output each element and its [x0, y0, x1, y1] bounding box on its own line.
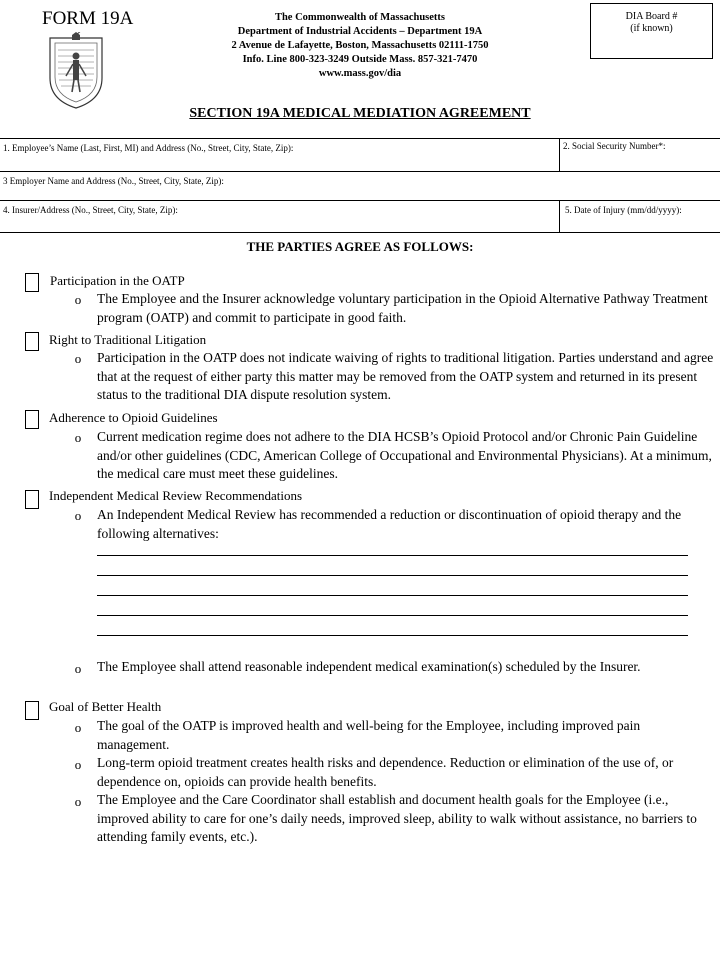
section-title: Participation in the OATP [50, 273, 185, 288]
header-line: Info. Line 800-323-3249 Outside Mass. 857-321-7470 [242, 54, 478, 65]
ssn-field[interactable] [560, 138, 720, 171]
bullet-text: The Employee shall attend reasonable independent medical examination(s) scheduled by the Insurer. [97, 659, 641, 674]
page-title: SECTION 19A MEDICAL MEDIATION AGREEMENT [189, 106, 531, 121]
field-label: 4. Insurer/Address (No., Street, City, State, Zip): [3, 205, 178, 215]
bullet-icon: o [74, 508, 82, 523]
opioid-guidelines-checkbox[interactable] [25, 410, 39, 429]
form-number: FORM 19A [42, 8, 134, 29]
bullet-text: The Employee and the Care Coordinator shall establish and document health goals for the Employee (i.e., improved ability to care for one’s daily needs, improved sleep, ability to walk without assistance, no barriers to attending family events, etc.). [97, 792, 697, 844]
section-title: Adherence to Opioid Guidelines [49, 410, 218, 425]
bullet-text: Current medication regime does not adhere to the DIA HCSB’s Opioid Protocol and/or Chronic Pain Guideline and/or other guidelines (CDC, American College of Occupational and Environmental Physicians). At a minimum, the medical care must meet these guidelines. [97, 429, 712, 481]
bullet-text: An Independent Medical Review has recommended a reduction or discontinuation of opioid therapy and the following alternatives: [97, 507, 682, 541]
massachusetts-seal-icon [44, 32, 108, 110]
board-hint: (if known) [630, 23, 673, 34]
bullet-icon: o [74, 757, 82, 772]
header-line: The Commonwealth of Massachusetts [274, 12, 446, 23]
agency-header [200, 11, 520, 81]
field-label: 1. Employee’s Name (Last, First, MI) and Address (No., Street, City, State, Zip): [3, 143, 294, 153]
section-title: Independent Medical Review Recommendations [49, 488, 303, 503]
bullet-icon: o [74, 430, 82, 445]
alternatives-line[interactable] [97, 635, 688, 636]
section-title: Right to Traditional Litigation [49, 332, 207, 347]
bullet-icon: o [74, 661, 82, 676]
employee-name-address-field[interactable] [0, 138, 558, 171]
insurer-address-field[interactable] [0, 200, 558, 232]
bullet-text: Long-term opioid treatment creates health risks and dependence. Reduction or elimination of the use of, or dependence on, opioids can provide health benefits. [97, 755, 674, 789]
alternatives-line[interactable] [97, 595, 688, 596]
participation-checkbox[interactable] [25, 273, 39, 292]
bullet-icon: o [74, 351, 82, 366]
employer-name-address-field[interactable] [0, 171, 720, 200]
independent-review-checkbox[interactable] [25, 490, 39, 509]
field-label: 5. Date of Injury (mm/dd/yyyy): [565, 205, 682, 215]
bullet-icon: o [74, 794, 82, 809]
agreement-heading: THE PARTIES AGREE AS FOLLOWS: [246, 239, 474, 254]
alternatives-line[interactable] [97, 615, 688, 616]
alternatives-line[interactable] [97, 575, 688, 576]
header-line: Department of Industrial Accidents – Department 19A [237, 26, 483, 37]
section-title: Goal of Better Health [49, 699, 162, 714]
bullet-icon: o [74, 720, 82, 735]
bullet-text: The goal of the OATP is improved health and well-being for the Employee, including improved pain management. [97, 718, 641, 752]
bullet-text: The Employee and the Insurer acknowledge voluntary participation in the Opioid Alternative Pathway Treatment program (OATP) and commit to participate in good faith. [97, 291, 708, 325]
alternatives-line[interactable] [97, 555, 688, 556]
bullet-icon: o [74, 292, 82, 307]
header-line: 2 Avenue de Lafayette, Boston, Massachusetts 02111-1750 [231, 40, 489, 51]
dia-board-number-field[interactable] [590, 3, 713, 59]
bullet-text: Participation in the OATP does not indicate waiving of rights to traditional litigation. Parties understand and agree that at the request of either party this matter may be removed from the OATP system and returned in its present status to the traditional DIA dispute resolution system. [97, 350, 714, 402]
header-line[interactable]: www.mass.gov/dia [318, 68, 402, 79]
divider [0, 232, 720, 233]
better-health-checkbox[interactable] [25, 701, 39, 720]
field-label: 3 Employer Name and Address (No., Street, City, State, Zip): [3, 176, 224, 186]
traditional-litigation-checkbox[interactable] [25, 332, 39, 351]
injury-date-field[interactable] [560, 200, 720, 232]
board-label: DIA Board # [625, 11, 678, 22]
field-label: 2. Social Security Number*: [563, 141, 666, 151]
